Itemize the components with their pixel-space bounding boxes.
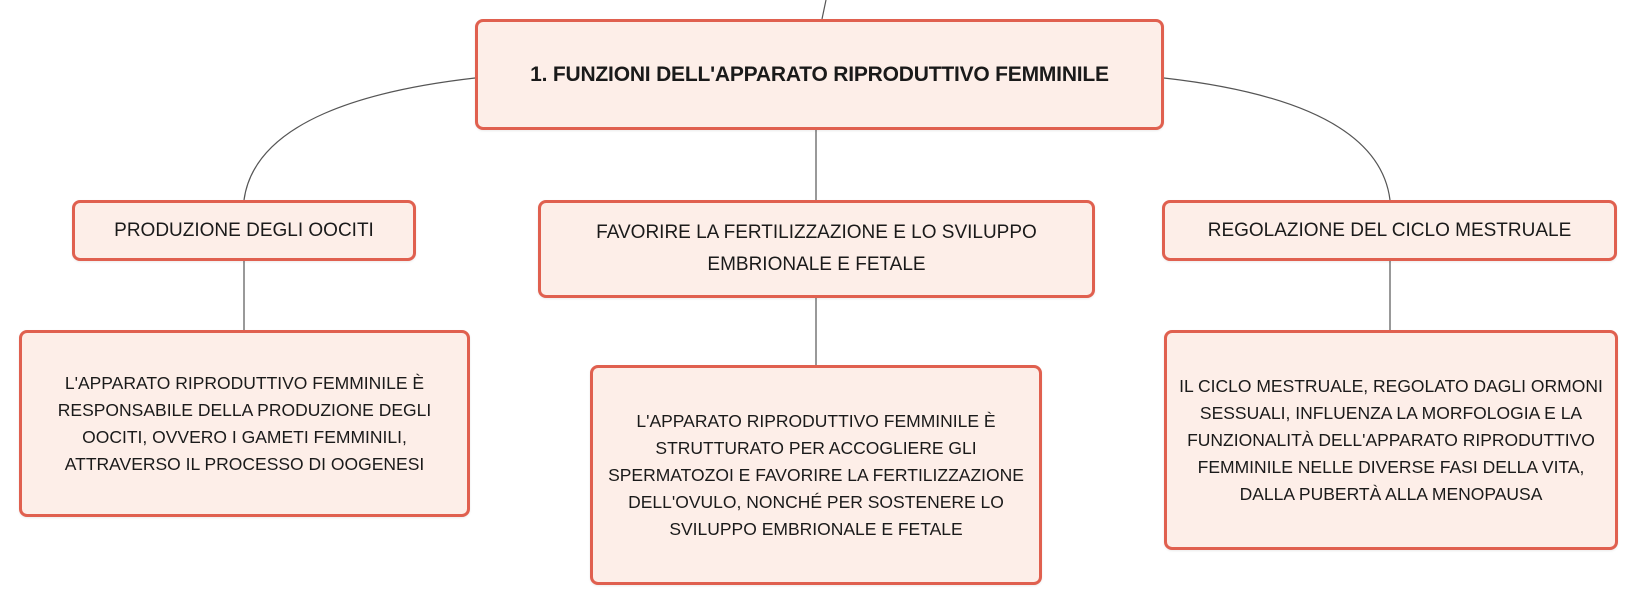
detail-text: IL CICLO MESTRUALE, REGOLATO DAGLI ORMONI SESSUALI, INFLUENZA LA MORFOLOGIA E LA FUNZIONALITÀ DELL'APPARATO RIPRODUTTIVO FEMMINILE NELLE DIVERSE FASI DELLA VITA, DALLA PUBERTÀ ALLA MENOPAUSA [1179, 375, 1603, 504]
detail-produzione-oociti[interactable] [19, 330, 470, 517]
detail-regolazione-ciclo[interactable] [1164, 330, 1618, 550]
topic-regolazione-ciclo[interactable] [1162, 200, 1617, 261]
detail-text: L'APPARATO RIPRODUTTIVO FEMMINILE È RESPONSABILE DELLA PRODUZIONE DEGLI OOCITI, OVVERO I GAMETI FEMMINILI, ATTRAVERSO IL PROCESSO DI OOGENESI [57, 372, 432, 474]
connector-incoming [822, 0, 826, 19]
root-topic-label: 1. FUNZIONI DELL'APPARATO RIPRODUTTIVO FEMMINILE [530, 62, 1109, 86]
connector-root-to-regolazione [1164, 78, 1390, 200]
root-topic-node[interactable] [475, 19, 1164, 130]
topic-label: REGOLAZIONE DEL CICLO MESTRUALE [1207, 219, 1572, 241]
connector-root-to-produzione [244, 78, 475, 200]
topic-fertilizzazione[interactable] [538, 200, 1095, 298]
detail-fertilizzazione[interactable] [590, 365, 1042, 585]
detail-text: L'APPARATO RIPRODUTTIVO FEMMINILE È STRUTTURATO PER ACCOGLIERE GLI SPERMATOZOI E FAVORIRE LA FERTILIZZAZIONE DELL'OVULO, NONCHÉ PER SOSTENERE LO SVILUPPO EMBRIONALE E FETALE [608, 410, 1024, 539]
topic-label: FAVORIRE LA FERTILIZZAZIONE E LO SVILUPPO EMBRIONALE E FETALE [596, 222, 1037, 275]
topic-label: PRODUZIONE DEGLI OOCITI [114, 219, 374, 241]
topic-produzione-oociti[interactable] [72, 200, 416, 261]
